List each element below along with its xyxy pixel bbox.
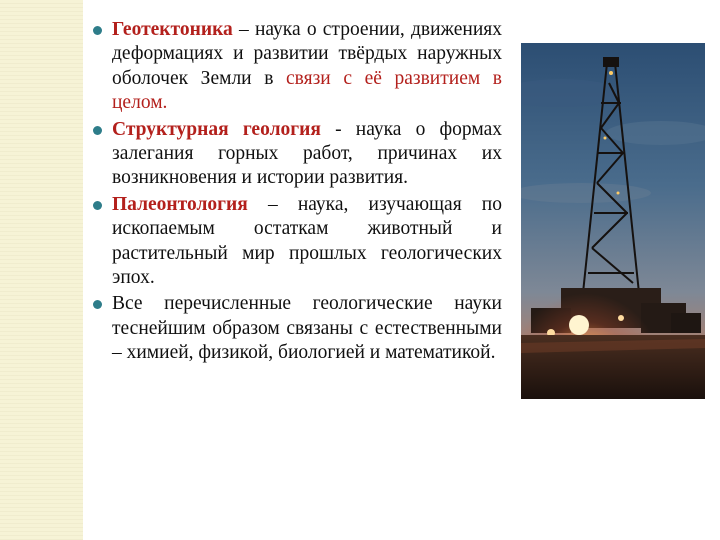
side-panel-texture [0,0,84,540]
definition-text: - наука о формах залегания горных работ, причинах их возникновения и истории развития. [112,118,502,189]
slide-content [90,18,502,368]
term-structural-geology: Структурная геология [112,118,321,140]
bullet-item-structural-geology [90,118,502,191]
definition-text: – наука о строении, движениях деформациях и развитии твёрдых наружных оболочек Земли в [112,19,502,89]
drilling-rig-illustration [521,43,705,399]
term-geotectonics: Геотектоника [112,19,233,40]
bullet-item-paleontology [90,193,502,291]
bullet-item-summary [90,292,502,365]
side-panel-border [83,0,86,540]
bullet-item-geotectonics [90,18,502,116]
drilling-rig-photo [521,43,705,399]
term-paleontology: Палеонтология [112,193,248,215]
definition-text: – наука, изучающая по ископаемым остаткам животный и растительный мир прошлых геологических эпох. [112,193,502,289]
bullet-list [90,18,502,366]
bullet-dot-icon [93,126,102,135]
summary-text: Все перечисленные геологические науки теснейшим образом связаны с естественными – химией, физикой, биологией и математикой. [112,293,502,364]
bullet-dot-icon [93,300,102,309]
definition-highlight: связи с её развитием в целом. [112,67,502,114]
bullet-dot-icon [93,26,102,35]
bullet-dot-icon [93,201,102,210]
